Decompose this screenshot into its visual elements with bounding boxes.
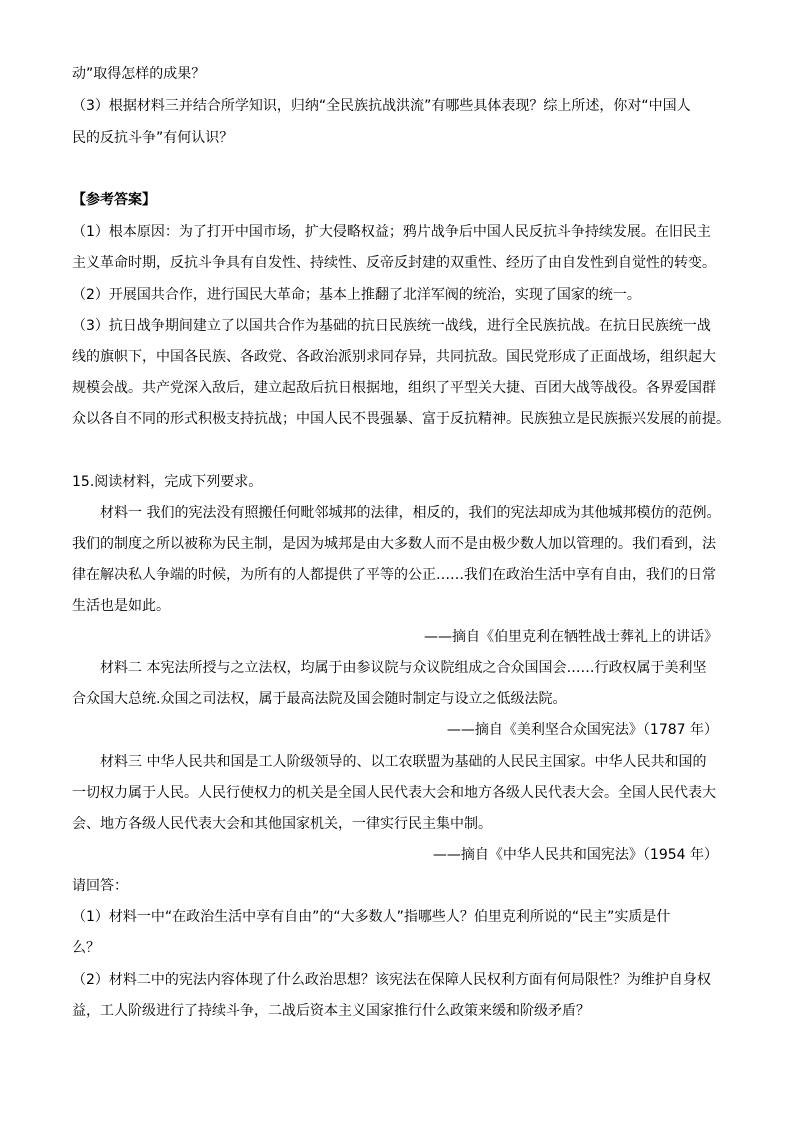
answer-3-line: （3）抗日战争期间建立了以国共合作为基础的抗日民族统一战线，进行全民族抗战。在抗日民族统一战	[72, 318, 711, 334]
material-2-line: 材料二 本宪法所授与之立法权，均属于由参议院与众议院组成之合众国国会……行政权属于美利坚	[100, 660, 707, 676]
answer-prompt: 请回答：	[72, 878, 128, 894]
q14-subquestion-3-cont: 民的反抗斗争”有何认识？	[72, 130, 234, 146]
answer-3-line: 规模会战。共产党深入敌后，建立起敌后抗日根据地，组织了平型关大捷、百团大战等战役。各界爱国群	[72, 380, 716, 396]
q14-text-line: 动”取得怎样的成果？	[72, 66, 206, 82]
q14-subquestion-3: （3）根据材料三并结合所学知识，归纳“全民族抗战洪流”有哪些具体表现？综上所述，你对“中国人	[72, 98, 691, 114]
answer-1-line: 主义革命时期，反抗斗争具有自发性、持续性、反帝反封建的双重性、经历了由自发性到自觉性的转变。	[72, 255, 716, 271]
material-2-source: ——摘自《美利坚合众国宪法》（1787 年）	[446, 722, 718, 738]
material-1-source: ——摘自《伯里克利在牺牲战士葬礼上的讲话》	[424, 629, 718, 645]
material-1-line: 我们的制度之所以被称为民主制，是因为城邦是由大多数人而不是由极少数人加以管理的。我们看到，法	[72, 536, 716, 552]
material-3-line: 会、地方各级人民代表大会和其他国家机关，一律实行民主集中制。	[72, 816, 492, 832]
material-3-source: ——摘自《中华人民共和国宪法》（1954 年）	[432, 847, 718, 863]
material-3-line: 材料三 中华人民共和国是工人阶级领导的、以工农联盟为基础的人民民主国家。中华人民共和国的	[100, 754, 707, 770]
answer-2-line: （2）开展国共合作，进行国民大革命；基本上推翻了北洋军阀的统治，实现了国家的统一。	[72, 287, 641, 303]
answer-header: 【参考答案】	[72, 192, 156, 208]
q15-subquestion-2: （2）材料二中的宪法内容体现了什么政治思想？该宪法在保障人民权利方面有何局限性？为维护自身权	[72, 972, 711, 988]
material-2-line: 合众国大总统.众国之司法权，属于最高法院及国会随时制定与设立之低级法院。	[72, 691, 567, 707]
q15-title: 15.阅读材料，完成下列要求。	[72, 474, 263, 490]
material-3-line: 一切权力属于人民。人民行使权力的机关是全国人民代表大会和地方各级人民代表大会。全国人民代表大	[72, 785, 716, 801]
q15-subquestion-1-cont: 么？	[72, 940, 100, 956]
q15-subquestion-2-cont: 益，工人阶级进行了持续斗争，二战后资本主义国家推行什么政策来缓和阶级矛盾？	[72, 1003, 590, 1019]
material-1-line: 生活也是如此。	[72, 598, 170, 614]
q15-subquestion-1: （1）材料一中“在政治生活中享有自由”的“大多数人”指哪些人？伯里克利所说的“民主”实质是什	[72, 909, 671, 925]
answer-3-line: 众以各自不同的形式积极支持抗战；中国人民不畏强暴、富于反抗精神。民族独立是民族振兴发展的前提。	[72, 411, 730, 427]
answer-1-line: （1）根本原因：为了打开中国市场，扩大侵略权益；鸦片战争后中国人民反抗斗争持续发展。在旧民主	[72, 224, 711, 240]
material-1-line: 材料一 我们的宪法没有照搬任何毗邻城邦的法律，相反的，我们的宪法却成为其他城邦模仿的范例。	[100, 505, 721, 521]
material-1-line: 律在解决私人争端的时候，为所有的人都提供了平等的公正……我们在政治生活中享有自由，我们的日常	[72, 567, 716, 583]
answer-3-line: 线的旗帜下，中国各民族、各政党、各政治派别求同存异，共同抗敌。国民党形成了正面战场，组织起大	[72, 349, 716, 365]
